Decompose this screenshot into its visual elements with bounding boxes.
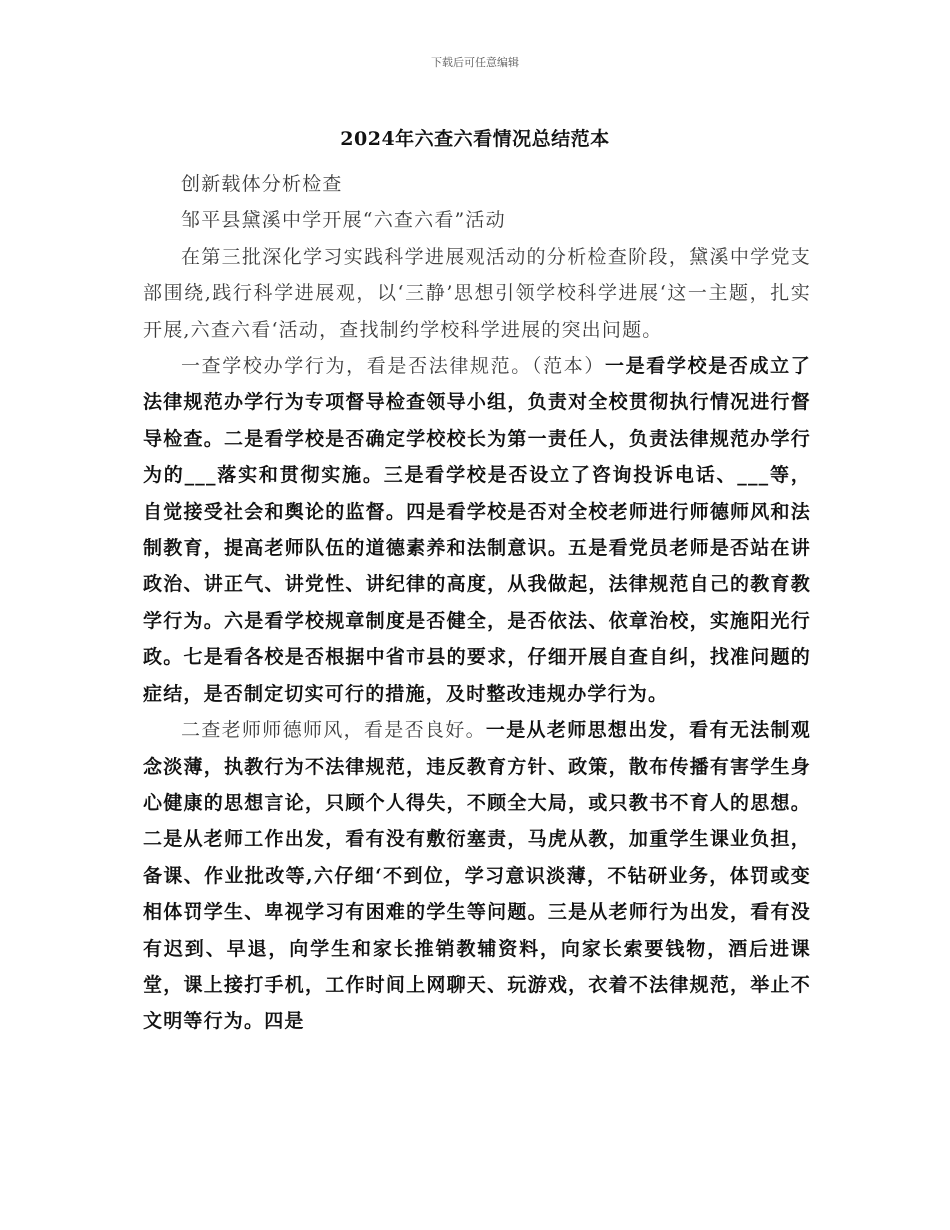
section-2-paragraph [143, 712, 811, 1040]
subtitle-2: 邹平县黛溪中学开展“六查六看”活动 [181, 209, 506, 232]
section-2-body: 一是从老师思想出发，看有无法制观念淡薄，执教行为不法律规范，违反教育方针、政策，散布传播有害学生身心健康的思想言论，只顾个人得失，不顾全大局，或只教书不育人的思想。二是从老师工作出发，看有没有敷衍塞责，马虎从教，加重学生课业负担，备课、作业批改等,六仔细‘不到位，学习意识淡薄，不钻研业务，体罚或变相体罚学生、卑视学习有困难的学生等问题。三是从老师行为出发，看有没有迟到、早退，向学生和家长推销教辅资料，向家长索要钱物，酒后进课堂，课上接打手机，工作时间上网聊天、玩游戏，衣着不法律规范，举止不文明等行为。四是 [143, 719, 811, 1033]
header-note: 下载后可任意编辑 [431, 56, 519, 69]
section-1-lead: 一查学校办学行为，看是否法律规范。（范本） [181, 355, 605, 378]
document-title: 2024年六查六看情况总结范本 [340, 128, 610, 150]
subtitle-1: 创新载体分析检查 [181, 173, 343, 195]
section-1-paragraph [143, 348, 811, 712]
document-body [143, 166, 811, 1040]
section-2-lead: 二查老师师德师风，看是否良好。 [181, 719, 486, 742]
intro-paragraph: 在第三批深化学习实践科学进展观活动的分析检查阶段，黛溪中学党支部围绕,践行科学进展观，以‘三静’思想引领学校科学进展‘这一主题，扎实开展,六查六看‘活动，查找制约学校科学进展的突出问题。 [143, 245, 811, 341]
section-1-body: 一是看学校是否成立了法律规范办学行为专项督导检查领导小组，负责对全校贯彻执行情况进行督导检查。二是看学校是否确定学校校长为第一责任人，负责法律规范办学行为的___落实和贯彻实施。三是看学校是否设立了咨询投诉电话、___等，自觉接受社会和舆论的监督。四是看学校是否对全校老师进行师德师风和法制教育，提高老师队伍的道德素养和法制意识。五是看党员老师是否站在讲政治、讲正气、讲党性、讲纪律的高度，从我做起，法律规范自己的教育教学行为。六是看学校规章制度是否健全，是否依法、依章治校，实施阳光行政。七是看各校是否根据中省市县的要求，仔细开展自查自纠，找准问题的症结，是否制定切实可行的措施，及时整改违规办学行为。 [143, 355, 811, 705]
